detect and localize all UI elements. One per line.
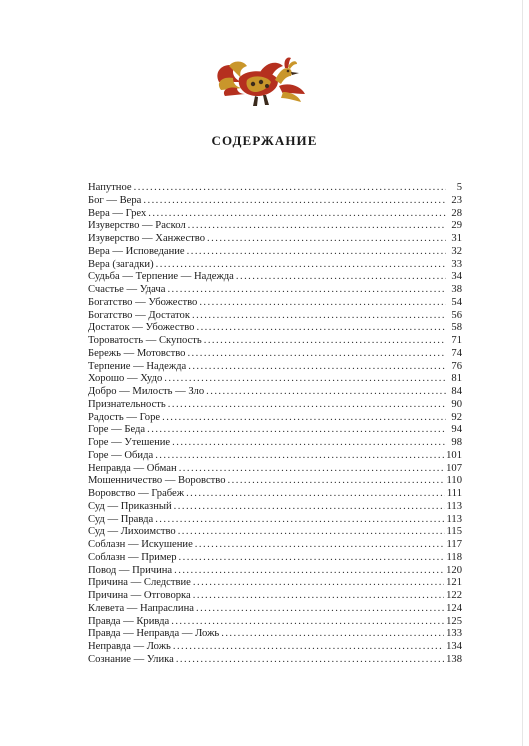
toc-entry: [88, 488, 462, 501]
toc-entry: [88, 259, 462, 272]
toc-entry: [88, 284, 462, 297]
toc-entry-title: Суд — Лихоимство: [88, 526, 176, 538]
toc-entry-title: Добро — Милость — Зло: [88, 386, 205, 397]
toc-entry-title: Изуверство — Раскол: [88, 220, 186, 232]
toc-page-number: 115: [446, 526, 462, 538]
toc-page-number: 56: [451, 309, 462, 321]
toc-dot-leader: [193, 590, 444, 603]
toc-entry-title: Тороватость — Скупость: [88, 335, 202, 346]
toc-page-number: 124: [446, 602, 462, 614]
toc-page-number: 28: [451, 207, 462, 219]
toc-entry: [88, 501, 462, 514]
toc-page-number: 107: [446, 462, 462, 474]
table-of-contents: [88, 182, 462, 667]
toc-entry: [88, 603, 462, 616]
toc-page-number: 33: [451, 258, 462, 270]
toc-entry-title: Счастье — Удача: [88, 284, 166, 295]
toc-dot-leader: [174, 565, 444, 578]
toc-page-number: 113: [446, 500, 462, 512]
toc-dot-leader: [168, 399, 446, 412]
toc-entry: [88, 220, 462, 233]
toc-entry-title: Признательность: [88, 398, 166, 410]
toc-entry: [88, 361, 462, 374]
toc-page-number: 84: [451, 386, 462, 397]
toc-entry-title: Правда — Кривда: [88, 615, 170, 627]
toc-dot-leader: [188, 361, 446, 374]
toc-entry-title: Горе — Утешение: [88, 437, 171, 448]
toc-entry: [88, 616, 462, 629]
toc-dot-leader: [171, 616, 444, 629]
toc-entry: [88, 208, 462, 221]
toc-page-number: 32: [451, 245, 462, 257]
toc-entry-title: Вера (загадки): [88, 258, 154, 270]
toc-entry: [88, 526, 462, 539]
toc-entry: [88, 654, 462, 667]
firebird-icon: [211, 52, 311, 110]
toc-entry-title: Бережь — Мотовство: [88, 347, 186, 359]
toc-dot-leader: [162, 412, 446, 425]
toc-page-number: 120: [446, 564, 462, 576]
toc-page-number: 133: [446, 628, 462, 640]
toc-page-number: 110: [446, 475, 462, 487]
toc-page-number: 58: [451, 322, 462, 334]
toc-entry-title: Мошенничество — Воровство: [88, 475, 226, 487]
toc-entry-title: Суд — Правда: [88, 513, 154, 525]
toc-entry: [88, 437, 462, 450]
toc-entry-title: Судьба — Терпение — Надежда: [88, 271, 234, 283]
toc-dot-leader: [206, 386, 446, 399]
toc-entry-title: Сознание — Улика: [88, 653, 174, 665]
toc-entry: [88, 233, 462, 246]
toc-page-number: 71: [451, 335, 462, 346]
toc-page-number: 111: [446, 488, 462, 499]
toc-entry-title: Повод — Причина: [88, 564, 173, 576]
toc-page-number: 113: [446, 513, 462, 525]
page-edge-line: [522, 0, 523, 746]
toc-entry: [88, 335, 462, 348]
toc-entry: [88, 182, 462, 195]
toc-entry-title: Изуверство — Ханжество: [88, 233, 206, 244]
toc-entry: [88, 399, 462, 412]
toc-page-number: 117: [446, 539, 462, 550]
toc-dot-leader: [164, 373, 446, 386]
toc-dot-leader: [172, 437, 446, 450]
toc-dot-leader: [192, 310, 446, 323]
toc-entry-title: Неправда — Обман: [88, 462, 177, 474]
toc-entry: [88, 271, 462, 284]
toc-page-number: 92: [451, 411, 462, 423]
toc-dot-leader: [228, 475, 445, 488]
toc-dot-leader: [236, 271, 446, 284]
toc-dot-leader: [196, 322, 446, 335]
toc-entry: [88, 195, 462, 208]
toc-entry-title: Воровство — Грабеж: [88, 488, 185, 499]
toc-dot-leader: [187, 348, 446, 361]
toc-page-number: 134: [446, 641, 462, 652]
toc-dot-leader: [174, 501, 445, 514]
toc-dot-leader: [156, 259, 446, 272]
toc-dot-leader: [148, 208, 446, 221]
toc-entry: [88, 310, 462, 323]
toc-entry-title: Клевета — Напраслина: [88, 602, 194, 614]
toc-dot-leader: [188, 220, 446, 233]
toc-page-number: 90: [451, 398, 462, 410]
toc-page-number: 122: [446, 590, 462, 601]
toc-entry: [88, 463, 462, 476]
toc-page-number: 38: [451, 284, 462, 295]
toc-entry: [88, 475, 462, 488]
toc-page-number: 54: [451, 296, 462, 308]
toc-dot-leader: [179, 463, 444, 476]
toc-entry-title: Горе — Беда: [88, 424, 146, 436]
toc-dot-leader: [187, 246, 446, 259]
toc-page-number: 125: [446, 615, 462, 627]
toc-page-number: 34: [451, 271, 462, 283]
toc-entry-title: Соблазн — Искушение: [88, 539, 193, 550]
toc-entry-title: Богатство — Достаток: [88, 309, 190, 321]
toc-entry: [88, 386, 462, 399]
toc-entry-title: Вера — Грех: [88, 207, 147, 219]
toc-page-number: 101: [446, 449, 462, 461]
toc-entry: [88, 373, 462, 386]
toc-entry-title: Бог — Вера: [88, 194, 142, 206]
toc-entry-title: Причина — Следствие: [88, 577, 191, 589]
toc-entry-title: Вера — Исповедание: [88, 245, 185, 257]
toc-entry: [88, 424, 462, 437]
toc-entry-title: Суд — Приказный: [88, 500, 172, 512]
toc-dot-leader: [207, 233, 446, 246]
toc-entry: [88, 577, 462, 590]
toc-entry: [88, 348, 462, 361]
toc-dot-leader: [179, 552, 445, 565]
toc-entry-title: Соблазн — Пример: [88, 551, 177, 563]
toc-entry: [88, 565, 462, 578]
toc-page-number: 138: [446, 653, 462, 665]
toc-dot-leader: [196, 603, 444, 616]
toc-entry-title: Напутное: [88, 182, 132, 193]
toc-dot-leader: [134, 182, 446, 195]
toc-entry-title: Неправда — Ложь: [88, 641, 171, 652]
toc-entry-title: Горе — Обида: [88, 449, 154, 461]
toc-entry: [88, 628, 462, 641]
toc-entry: [88, 539, 462, 552]
toc-dot-leader: [155, 450, 444, 463]
toc-dot-leader: [199, 297, 446, 310]
toc-dot-leader: [173, 641, 444, 654]
toc-dot-leader: [186, 488, 445, 501]
toc-page-number: 29: [451, 220, 462, 232]
toc-dot-leader: [221, 628, 444, 641]
toc-page-number: 94: [451, 424, 462, 436]
toc-dot-leader: [193, 577, 444, 590]
toc-dot-leader: [167, 284, 446, 297]
toc-entry-title: Достаток — Убожество: [88, 322, 195, 334]
toc-entry: [88, 297, 462, 310]
toc-entry: [88, 322, 462, 335]
toc-entry: [88, 246, 462, 259]
page-title: СОДЕРЖАНИЕ: [211, 133, 318, 148]
toc-page-number: 31: [451, 233, 462, 244]
toc-page-number: 74: [451, 347, 462, 359]
toc-entry: [88, 514, 462, 527]
toc-dot-leader: [176, 654, 444, 667]
toc-page-number: 23: [451, 194, 462, 206]
toc-entry: [88, 641, 462, 654]
toc-page-number: 118: [446, 551, 462, 563]
toc-entry-title: Причина — Отговорка: [88, 590, 191, 601]
toc-page-number: 76: [451, 360, 462, 372]
toc-entry: [88, 552, 462, 565]
toc-page-number: 98: [451, 437, 462, 448]
toc-entry-title: Радость — Горе: [88, 411, 161, 423]
toc-page-number: 81: [451, 373, 462, 385]
toc-dot-leader: [178, 526, 445, 539]
toc-dot-leader: [143, 195, 446, 208]
toc-dot-leader: [195, 539, 445, 552]
toc-dot-leader: [147, 424, 446, 437]
toc-entry: [88, 450, 462, 463]
toc-dot-leader: [204, 335, 446, 348]
toc-entry-title: Терпение — Надежда: [88, 360, 187, 372]
toc-entry-title: Богатство — Убожество: [88, 296, 198, 308]
toc-page-number: 5: [456, 182, 462, 193]
toc-entry-title: Правда — Неправда — Ложь: [88, 628, 220, 640]
toc-page-number: 121: [446, 577, 462, 589]
toc-entry-title: Хорошо — Худо: [88, 373, 163, 385]
toc-entry: [88, 590, 462, 603]
toc-dot-leader: [155, 514, 444, 527]
toc-entry: [88, 412, 462, 425]
